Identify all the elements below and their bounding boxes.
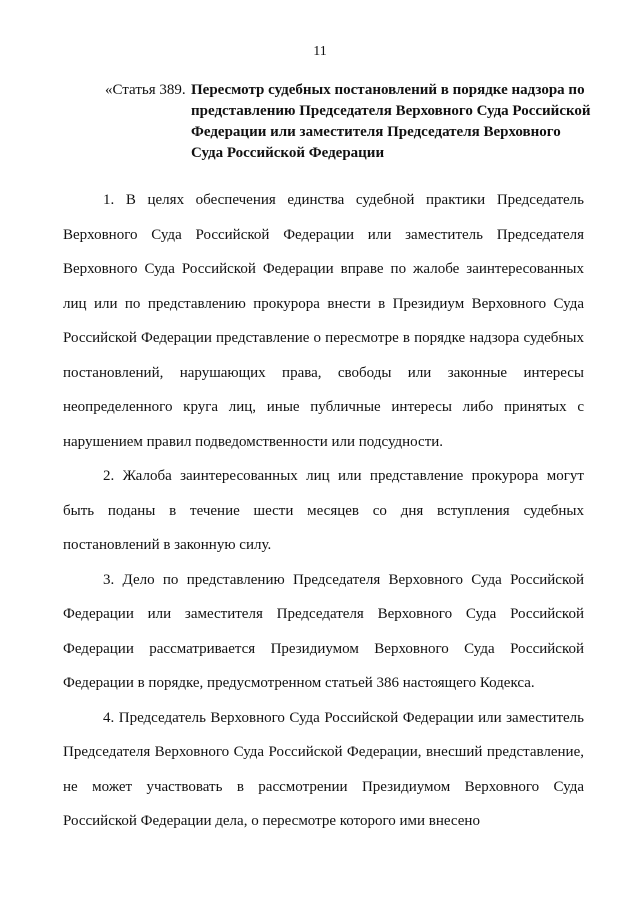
- paragraph-4: 4. Председатель Верховного Суда Российской Федерации или заместитель Председателя Верховного Суда Российской Федерации, внесший представление, не может участвовать в рассмотрении Президиумом Верховного Суда Российской Федерации дела, о пересмотре которого ими внесено: [63, 709, 584, 829]
- page-number: 11: [313, 44, 327, 59]
- article-number: «Статья 389.: [105, 82, 186, 98]
- paragraph-2: 2. Жалоба заинтересованных лиц или представление прокурора могут быть поданы в течение шести месяцев со дня вступления судебных постановлений в законную силу.: [63, 468, 584, 553]
- article-heading: [105, 80, 595, 164]
- paragraph-1: 1. В целях обеспечения единства судебной практики Председатель Верховного Суда Российской Федерации или заместитель Председателя Верховного Суда Российской Федерации вправе по жалобе заинтересованных лиц или по представлению прокурора внести в Президиум Верховного Суда Российской Федерации представление о пересмотре в порядке надзора судебных постановлений, нарушающих права, свободы или законные интересы неопределенного круга лиц, иные публичные интересы либо принятых с нарушением правил подведомственности или подсудности.: [63, 192, 584, 450]
- article-body: [63, 183, 584, 839]
- paragraph-3: 3. Дело по представлению Председателя Верховного Суда Российской Федерации или заместителя Председателя Верховного Суда Российской Федерации рассматривается Президиумом Верховного Суда Российской Федерации в порядке, предусмотренном статьей 386 настоящего Кодекса.: [63, 571, 584, 691]
- article-title: Пересмотр судебных постановлений в порядке надзора по представлению Председателя Верховного Суда Российской Федерации или заместителя Председателя Верховного Суда Российской Федерации: [191, 82, 591, 161]
